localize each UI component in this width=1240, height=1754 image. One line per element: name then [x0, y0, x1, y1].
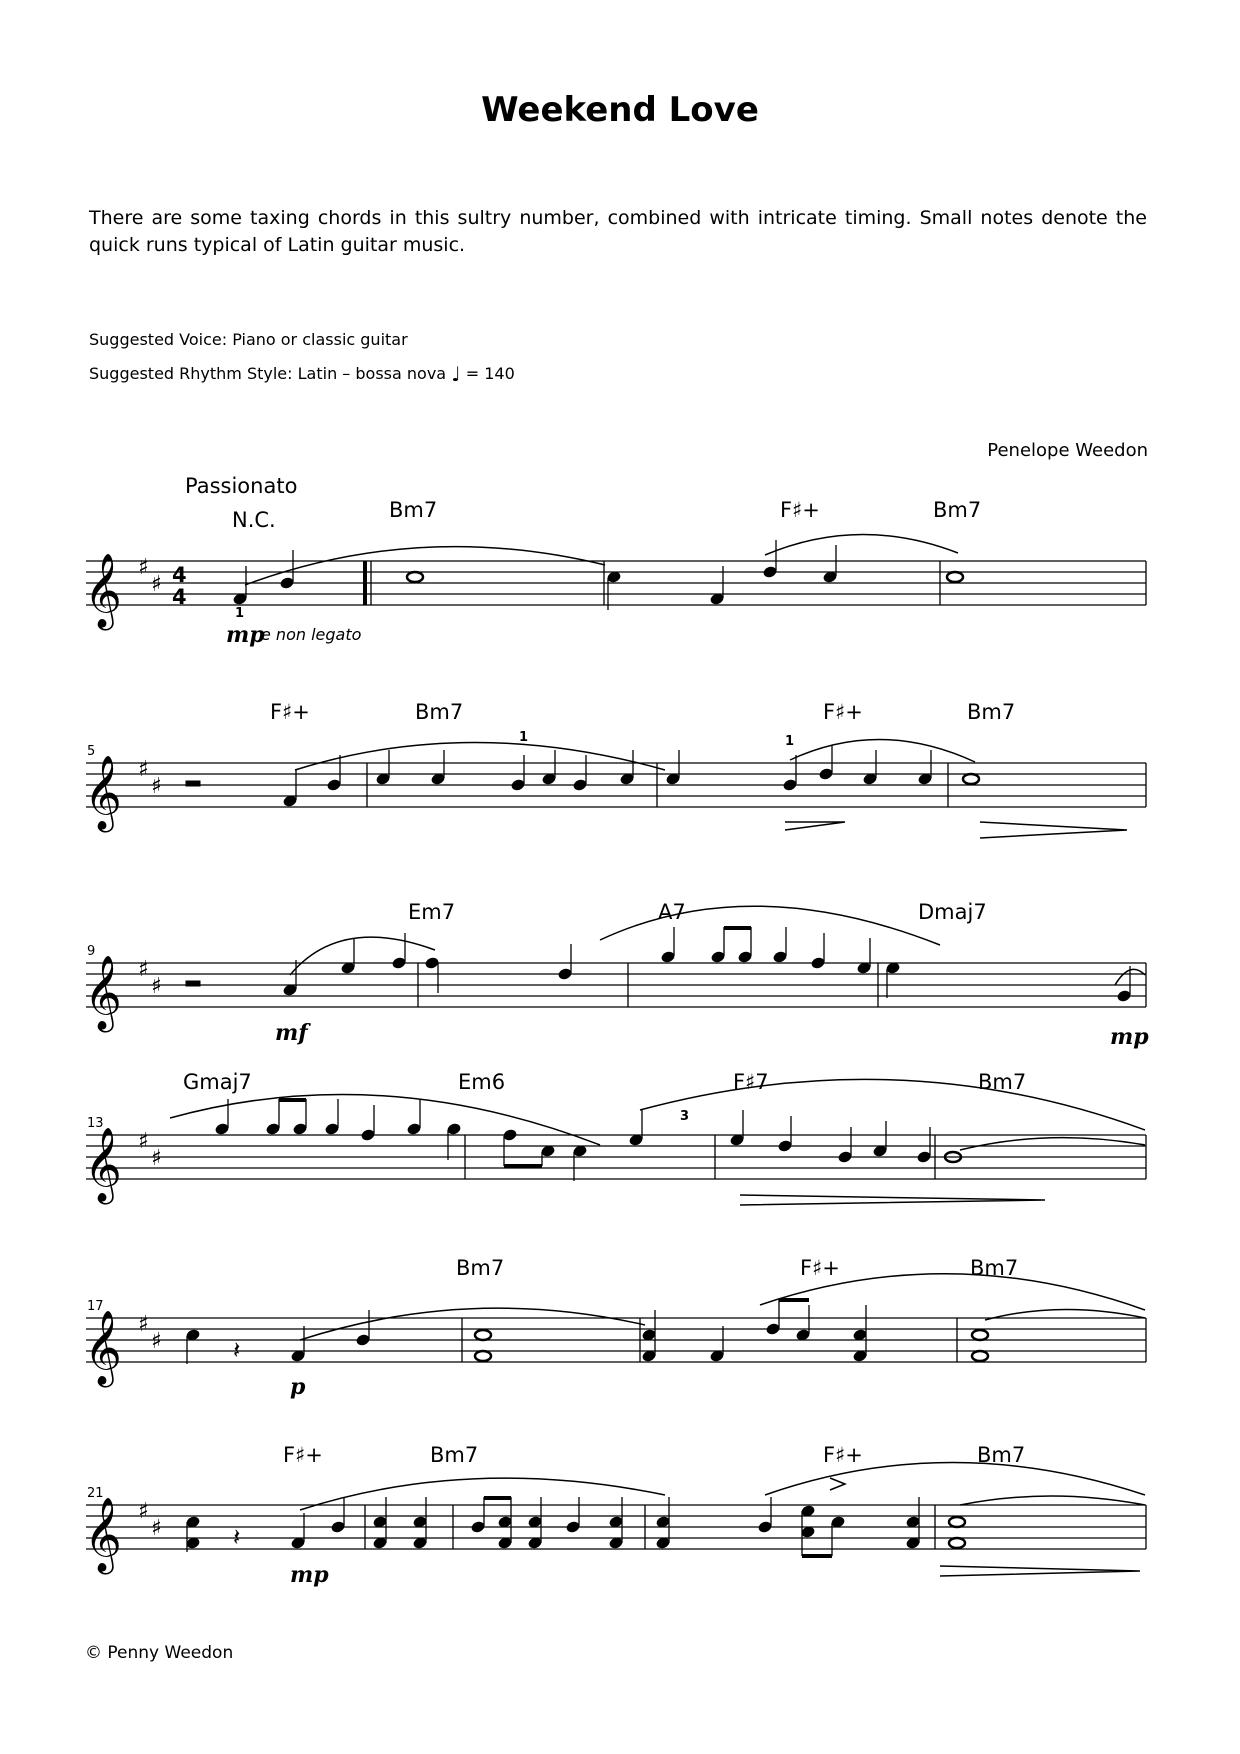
fingering: 3: [680, 1109, 690, 1124]
dynamic-marking: mp: [226, 622, 265, 648]
chord-symbol: F♯+: [780, 498, 820, 522]
chord-symbol: Bm7: [430, 1443, 479, 1467]
sharp-icon: ♯: [151, 1329, 162, 1354]
sharp-icon: ♯: [151, 774, 162, 799]
sharp-icon: ♯: [138, 1129, 149, 1154]
time-signature-top: 4: [172, 563, 187, 587]
notes: [186, 927, 1131, 1002]
chord-symbol: Bm7: [415, 700, 464, 724]
sharp-icon: ♯: [138, 555, 149, 580]
chord-symbol: Em6: [458, 1070, 506, 1094]
chord-symbol: F♯7: [733, 1070, 769, 1094]
suggested-voice: Suggested Voice: Piano or classic guitar: [89, 330, 408, 349]
rhythm-label: Suggested Rhythm Style: Latin – bossa nova: [89, 364, 447, 383]
fingering: 1: [235, 606, 245, 621]
slurs: [295, 739, 1127, 838]
system-6: [84, 1443, 1146, 1588]
chord-symbol: Bm7: [933, 498, 982, 522]
composer: Penelope Weedon: [987, 440, 1148, 461]
chord-symbol: Bm7: [977, 1443, 1026, 1467]
fingering: 1: [519, 730, 529, 745]
system-5: [84, 1256, 1146, 1400]
dynamic-marking: mf: [275, 1020, 308, 1046]
page-title: Weekend Love: [481, 90, 759, 130]
dynamic-marking: mp: [1110, 1024, 1149, 1050]
sharp-icon: ♯: [138, 1499, 149, 1524]
chord-symbol: F♯+: [283, 1443, 323, 1467]
slurs: [300, 1463, 1145, 1577]
expression-text: e non legato: [261, 625, 362, 644]
fingering: 1: [785, 734, 795, 749]
svg-text:𝄽: 𝄽: [233, 1523, 241, 1551]
chord-symbol: A7: [658, 900, 686, 924]
tempo-marking: Passionato: [185, 474, 298, 498]
sharp-icon: ♯: [151, 974, 162, 999]
notes: [233, 540, 963, 610]
slurs: [245, 534, 958, 585]
quarter-note-icon: ♩: [451, 362, 461, 386]
system-4: [84, 1070, 1146, 1205]
treble-clef-icon: 𝄞: [84, 1498, 122, 1572]
notes: [186, 745, 979, 807]
sharp-icon: ♯: [138, 757, 149, 782]
chord-symbol: N.C.: [232, 508, 276, 532]
time-signature-bottom: 4: [172, 585, 187, 609]
staff-lines: [86, 763, 1146, 807]
chord-symbol: Bm7: [970, 1256, 1019, 1280]
tempo-value: = 140: [465, 364, 515, 383]
chord-symbol: Bm7: [456, 1256, 505, 1280]
dynamic-marking: p: [290, 1374, 306, 1400]
sharp-icon: ♯: [138, 957, 149, 982]
treble-clef-icon: 𝄞: [84, 756, 122, 830]
staff-lines: [86, 963, 1146, 1007]
treble-clef-icon: 𝄞: [84, 554, 122, 628]
measure-number: 9: [87, 944, 96, 959]
measure-number: 13: [87, 1116, 104, 1131]
copyright: © Penny Weedon: [85, 1643, 234, 1663]
chord-symbol: Dmaj7: [918, 900, 987, 924]
measure-number: 17: [87, 1299, 104, 1314]
system-1: [84, 474, 1146, 648]
chord-symbol: Bm7: [978, 1070, 1027, 1094]
treble-clef-icon: 𝄞: [84, 956, 122, 1030]
chord-symbol: Gmaj7: [183, 1070, 252, 1094]
chord-symbol: F♯+: [270, 700, 310, 724]
sharp-icon: ♯: [151, 572, 162, 597]
chord-symbol: F♯+: [823, 700, 863, 724]
treble-clef-icon: 𝄞: [84, 1311, 122, 1385]
treble-clef-icon: 𝄞: [84, 1128, 122, 1202]
staff-lines: [86, 1135, 1146, 1179]
chord-symbol: F♯+: [800, 1256, 840, 1280]
chord-symbol: Bm7: [389, 498, 438, 522]
system-2: [84, 700, 1146, 838]
svg-text:𝄽: 𝄽: [233, 1336, 241, 1364]
measure-number: 5: [87, 744, 96, 759]
slurs: [170, 1079, 1145, 1205]
intro-text: There are some taxing chords in this sultry number, combined with intricate timing. Small notes denote the quick runs typical of Latin guitar music.: [89, 207, 1147, 256]
chord-symbol: F♯+: [823, 1443, 863, 1467]
chord-symbol: Bm7: [967, 700, 1016, 724]
notes: [186, 1299, 988, 1364]
sharp-icon: ♯: [151, 1146, 162, 1171]
measure-number: 21: [87, 1486, 104, 1501]
sharp-icon: ♯: [138, 1312, 149, 1337]
system-3: [84, 900, 1149, 1050]
sharp-icon: ♯: [151, 1516, 162, 1541]
dynamic-marking: mp: [290, 1562, 329, 1588]
chord-symbol: Em7: [408, 900, 456, 924]
